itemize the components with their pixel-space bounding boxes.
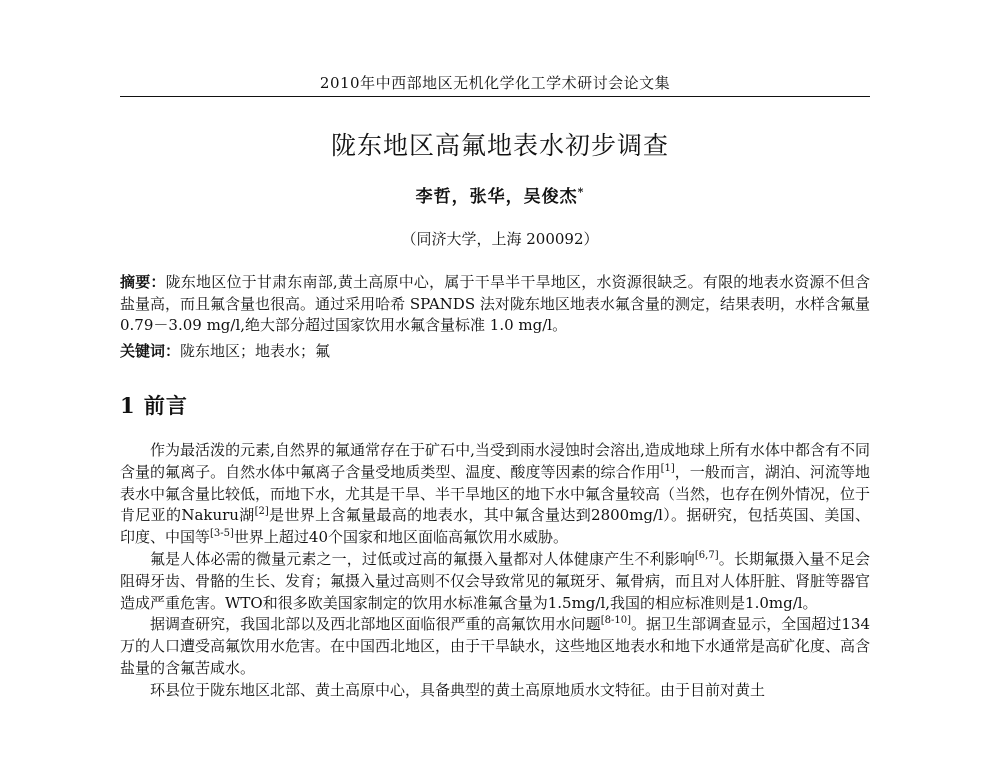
section-body (120, 440, 870, 702)
paragraph-text: 。据卫生部调查显示，全国超过134万的人口遭受高氟饮用水危害。在中国西北地区，由于干旱缺水，这些地区地表水和地下水通常是高矿化度、高含盐量的含氟苦咸水。 (120, 615, 871, 677)
citation[interactable]: [8-10] (600, 615, 631, 627)
citation[interactable]: [1] (660, 462, 675, 474)
abstract (120, 272, 870, 337)
author-line (0, 182, 1000, 207)
body-paragraph-4 (120, 680, 870, 702)
keywords (120, 341, 870, 362)
paragraph-text: 作为最活泼的元素,自然界的氟通常存在于矿石中,当受到雨水浸蚀时会溶出,造成地球上所有水体中都含有不同含量的氟离子。自然水体中氟离子含量受地质类型、温度、酸度等因素的综合作用 (120, 441, 870, 481)
abstract-label: 摘要： (120, 273, 166, 291)
body-paragraph-1 (120, 440, 870, 549)
keywords-label: 关键词： (120, 342, 181, 360)
paragraph-text: 。长期氟摄入量不足会阻碍牙齿、骨骼的生长、发育；氟摄入量过高则不仅会导致常见的氟斑牙、氟骨病，而且对人体肝脏、肾脏等器官造成严重危害。WTO和很多欧美国家制定的饮用水标准氟含量为1.5mg/l,我国的相应标准则是1.0mg/l。 (120, 549, 871, 612)
keywords-text: 陇东地区；地表水；氟 (180, 342, 331, 360)
corresponding-author-mark: * (577, 185, 585, 199)
citation[interactable]: [3-5] (210, 528, 234, 540)
body-paragraph-3 (120, 614, 870, 679)
paragraph-text: ，一般而言，湖泊、河流等地表水中氟含量比较低，而地下水，尤其是干旱、半干旱地区的地下水中氟含量较高（当然，也存在例外情况，位于肯尼亚的Nakuru湖 (120, 462, 871, 525)
body-paragraph-2 (120, 549, 870, 614)
citation[interactable]: [2] (254, 506, 269, 518)
paragraph-text: 世界上超过40个国家和地区面临高氟饮用水威胁。 (233, 528, 569, 547)
citation[interactable]: [6,7] (694, 549, 719, 561)
abstract-text: 陇东地区位于甘肃东南部,黄土高原中心，属于干旱半干旱地区，水资源很缺乏。有限的地表水资源不但含盐量高，而且氟含量也很高。通过采用哈希 SPANDS 法对陇东地区地表水氟含量的测定，结果表明，水样含氟量 0.79－3.09 mg/l,绝大部分超过国家饮用水氟含量标准 1.0 mg/l。 (120, 273, 870, 334)
paragraph-text: 据调查研究，我国北部以及西北部地区面临很严重的高氟饮用水问题 (150, 615, 601, 634)
paragraph-text: 环县位于陇东地区北部、黄土高原中心，具备典型的黄土高原地质水文特征。由于目前对黄土 (150, 680, 766, 699)
section-heading-introduction: 1 前言 (120, 393, 188, 418)
running-header: 2010年中西部地区无机化学化工学术研讨会论文集 (120, 72, 870, 97)
paragraph-text: 是世界上含氟量最高的地表水，其中氟含量达到2800mg/l）。据研究，包括英国、美国、印度、中国等 (120, 506, 870, 547)
author-names: 李哲，张华，吴俊杰 (415, 187, 578, 207)
affiliation: （同济大学，上海 200092） (401, 230, 599, 248)
paragraph-text: 氟是人体必需的微量元素之一，过低或过高的氟摄入量都对人体健康产生不利影响 (150, 549, 695, 568)
paper-title: 陇东地区高氟地表水初步调查 (330, 131, 669, 160)
